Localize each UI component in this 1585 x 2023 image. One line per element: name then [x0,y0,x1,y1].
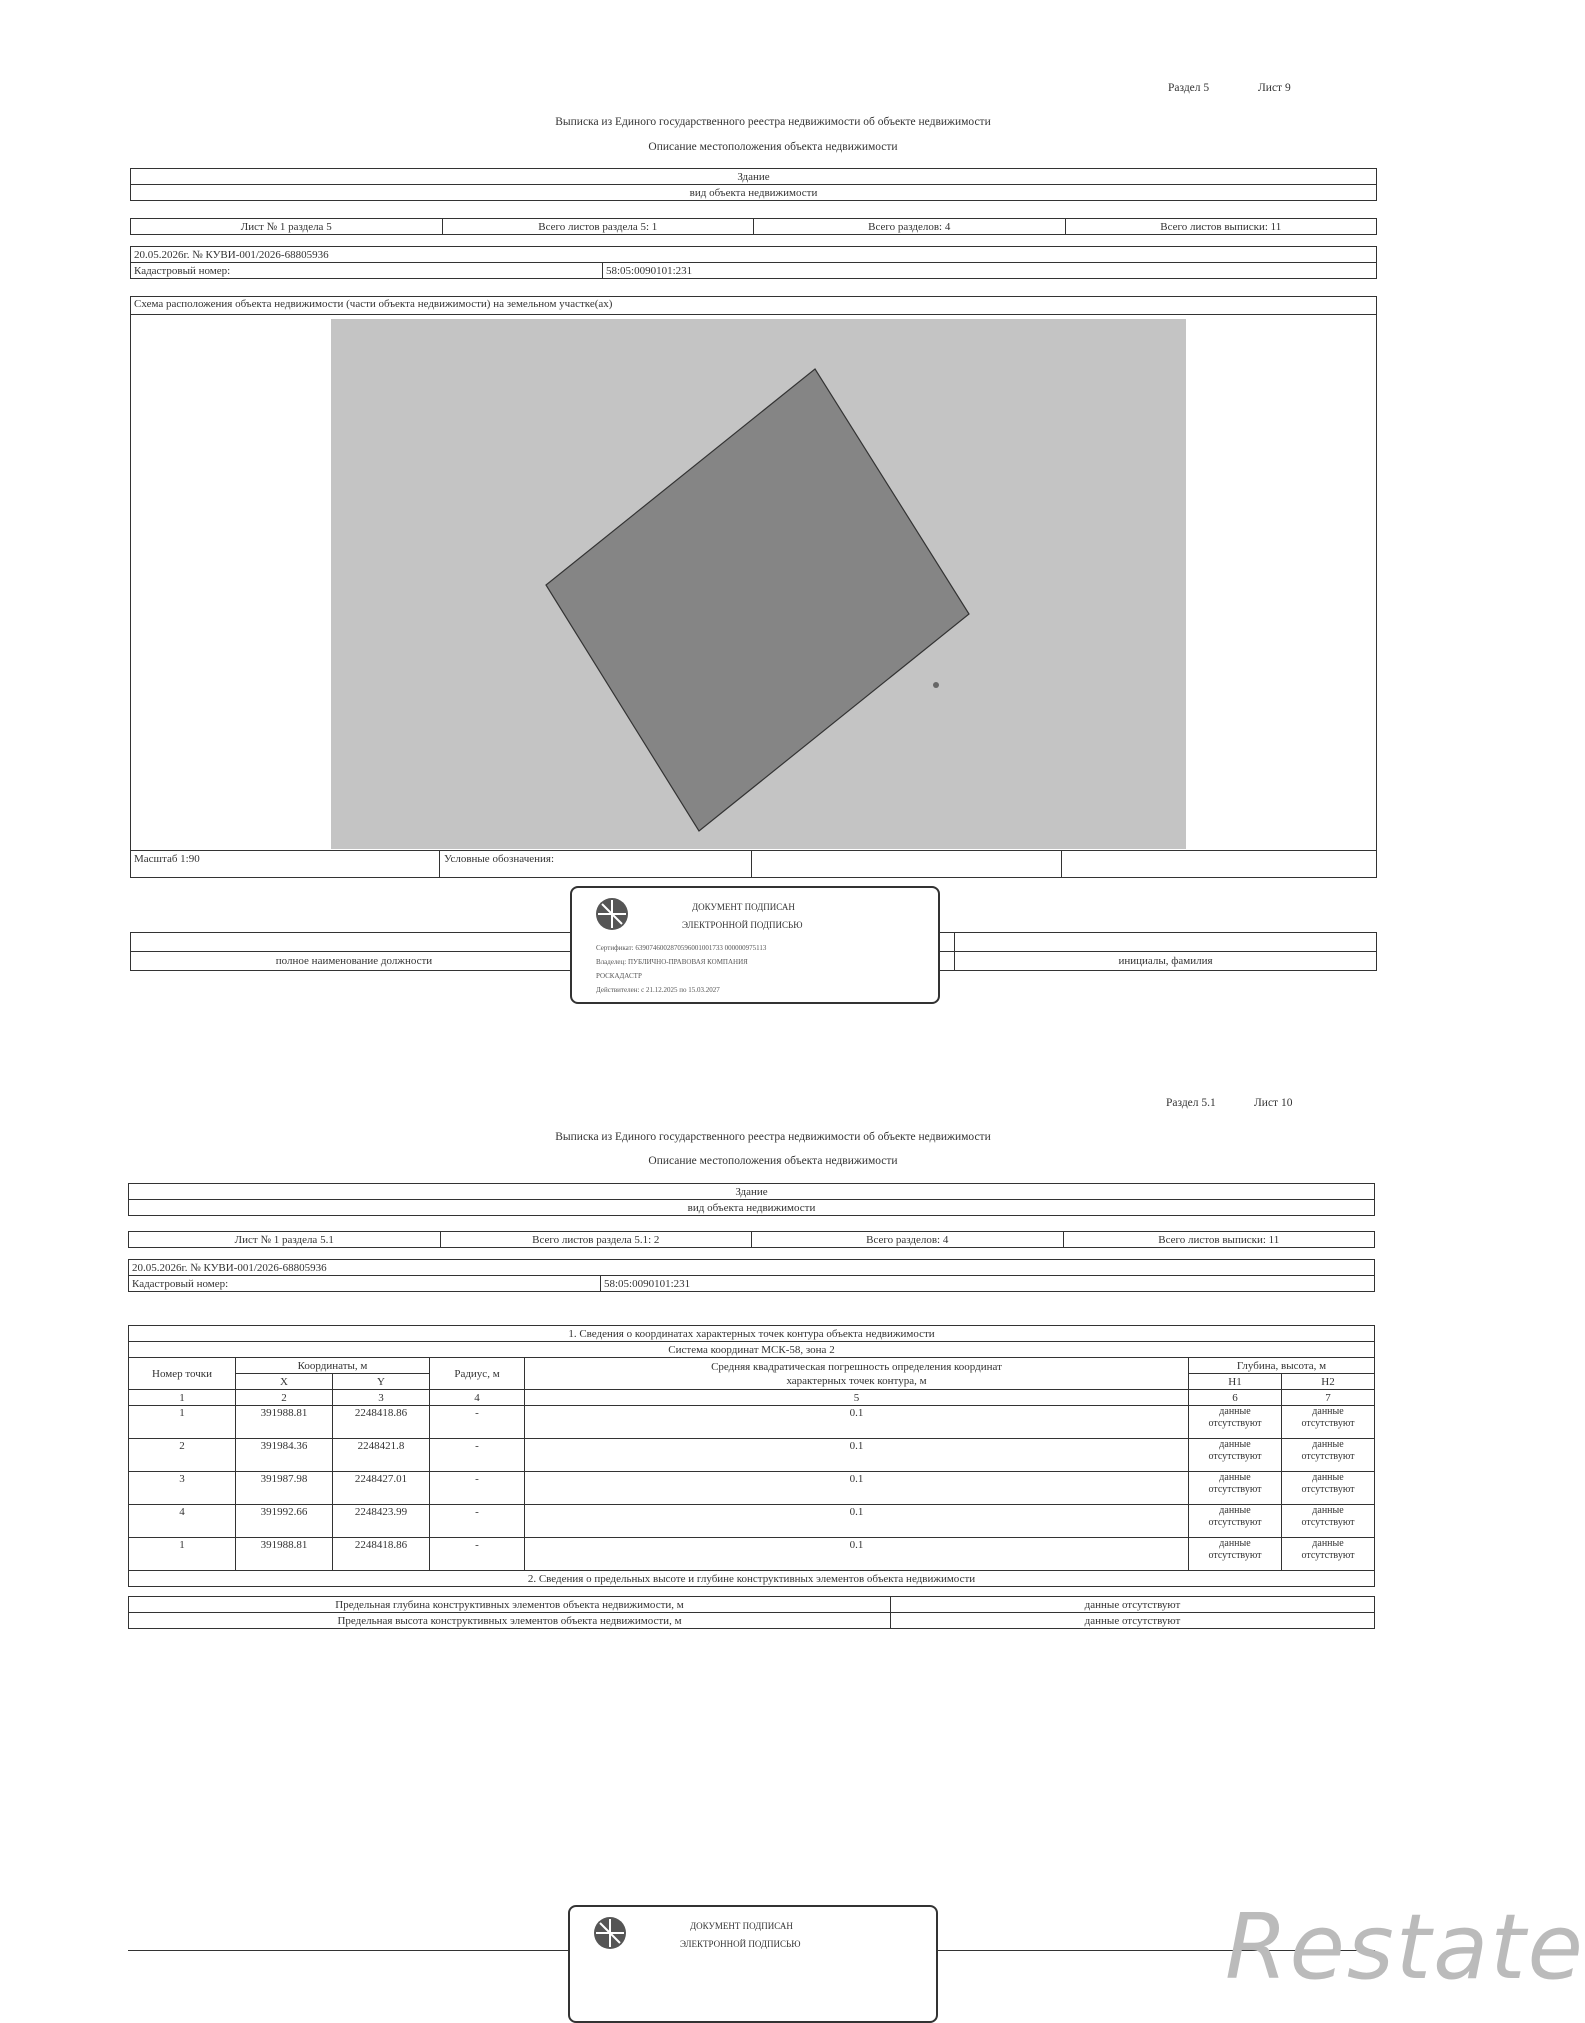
sheet-info-table-2 [128,1231,1375,1248]
emblem-icon [594,896,630,932]
object-type: Здание [131,169,1377,185]
date-number: 20.05.2026г. № КУВИ-001/2026-68805936 [131,247,1377,263]
cell-r: - [430,1538,525,1571]
object-type-table [130,168,1377,201]
cell-h1: данные отсутствуют [1189,1538,1282,1571]
coords-system: Система координат МСК-58, зона 2 [129,1342,1375,1358]
cell-y: 2248418.86 [333,1538,430,1571]
cell-e: 0.1 [525,1505,1189,1538]
col-point: Номер точки [129,1358,236,1390]
cell-h2: данные отсутствуют [1282,1505,1375,1538]
cell-h2: данные отсутствуют [1282,1538,1375,1571]
stamp-line-5: РОСКАДАСТР [596,972,642,980]
cell-y: 2248427.01 [333,1472,430,1505]
limits-table [128,1596,1375,1629]
cell-x: 391988.81 [236,1538,333,1571]
document-subtitle-2: Описание местоположения объекта недвижимости [648,1155,898,1167]
cadastral-label-2: Кадастровый номер: [129,1276,601,1292]
col-h1: H1 [1189,1374,1282,1390]
table-row [129,1439,1375,1472]
name-caption: инициалы, фамилия [955,952,1377,971]
col-num: 5 [525,1390,1189,1406]
cadastral-label: Кадастровый номер: [131,263,603,279]
limit-depth-value: данные отсутствуют [891,1597,1375,1613]
coordinates-table [128,1325,1375,1587]
cadastral-value: 58:05:0090101:231 [603,263,1377,279]
sheets-in-section-2: Всего листов раздела 5.1: 2 [440,1232,752,1248]
cadastral-value-2: 58:05:0090101:231 [601,1276,1375,1292]
sheets-total-2: Всего листов выписки: 11 [1063,1232,1375,1248]
scale-label: Масштаб 1:90 [134,853,200,865]
cell-n: 2 [129,1439,236,1472]
col-depth: Глубина, высота, м [1189,1358,1375,1374]
document-title: Выписка из Единого государственного реестра недвижимости об объекте недвижимости [555,116,991,128]
stamp-line-2: ЭЛЕКТРОННОЙ ПОДПИСЬЮ [682,920,803,930]
col-error: Средняя квадратическая погрешность определения координат характерных точек контура, м [525,1358,1189,1390]
building-contour [331,319,1186,849]
col-radius: Радиус, м [430,1358,525,1390]
coords-title: 1. Сведения о координатах характерных точек контура объекта недвижимости [129,1326,1375,1342]
cell-h1: данные отсутствуют [1189,1505,1282,1538]
cell-n: 1 [129,1538,236,1571]
cadastral-table [130,246,1377,279]
e-signature-stamp-2 [568,1905,938,2023]
cell-e: 0.1 [525,1406,1189,1439]
cell-h1: данные отсутствуют [1189,1439,1282,1472]
col-coords: Координаты, м [236,1358,430,1374]
section-label: Раздел 5 [1168,82,1210,94]
cell-y: 2248418.86 [333,1406,430,1439]
stamp-line-1: ДОКУМЕНТ ПОДПИСАН [692,902,795,912]
sections-total: Всего разделов: 4 [754,219,1066,235]
cell-h2: данные отсутствуют [1282,1472,1375,1505]
cell-x: 391984.36 [236,1439,333,1472]
col-num: 1 [129,1390,236,1406]
col-x: X [236,1374,333,1390]
cell-r: - [430,1472,525,1505]
cell-e: 0.1 [525,1472,1189,1505]
table-row [129,1406,1375,1439]
col-y: Y [333,1374,430,1390]
cadastral-table-2 [128,1259,1375,1292]
col-num: 2 [236,1390,333,1406]
object-type-caption-2: вид объекта недвижимости [129,1200,1375,1216]
cell-h2: данные отсутствуют [1282,1439,1375,1472]
sheet-number: Лист № 1 раздела 5 [131,219,443,235]
cell-e: 0.1 [525,1538,1189,1571]
cell-x: 391988.81 [236,1406,333,1439]
object-type-caption: вид объекта недвижимости [131,185,1377,201]
sheet-label: Лист 9 [1258,82,1291,94]
limits-title: 2. Сведения о предельных высоте и глубине конструктивных элементов объекта недвижимости [129,1571,1375,1587]
cell-e: 0.1 [525,1439,1189,1472]
col-num: 4 [430,1390,525,1406]
cell-x: 391992.66 [236,1505,333,1538]
sections-total-2: Всего разделов: 4 [752,1232,1064,1248]
cell-r: - [430,1406,525,1439]
sheet-label-2: Лист 10 [1254,1097,1293,1109]
table-row [129,1505,1375,1538]
stamp-line-3: Сертификат: 6390746002870596001001733 000000975113 [596,944,767,952]
limit-height-value: данные отсутствуют [891,1613,1375,1629]
limit-depth-label: Предельная глубина конструктивных элементов объекта недвижимости, м [129,1597,891,1613]
cell-h1: данные отсутствуют [1189,1472,1282,1505]
object-type-table-2 [128,1183,1375,1216]
cell-n: 1 [129,1406,236,1439]
cell-r: - [430,1439,525,1472]
cell-n: 4 [129,1505,236,1538]
cell-h1: данные отсутствуют [1189,1406,1282,1439]
col-h2: H2 [1282,1374,1375,1390]
col-num: 7 [1282,1390,1375,1406]
cell-y: 2248423.99 [333,1505,430,1538]
watermark-logo: Restate [1225,1895,1585,2000]
sheet-number-2: Лист № 1 раздела 5.1 [129,1232,441,1248]
scheme-title: Схема расположения объекта недвижимости (части объекта недвижимости) на земельном участке(ах) [134,298,613,310]
cell-r: - [430,1505,525,1538]
stamp-line-4: Владелец: ПУБЛИЧНО-ПРАВОВАЯ КОМПАНИЯ [596,958,748,966]
stamp-line-6: Действителен: с 21.12.2025 по 15.03.2027 [596,986,720,994]
position-caption: полное наименование должности [131,952,578,971]
limit-height-label: Предельная высота конструктивных элементов объекта недвижимости, м [129,1613,891,1629]
sheet-info-table [130,218,1377,235]
col-num: 3 [333,1390,430,1406]
table-row [129,1538,1375,1571]
section-label-2: Раздел 5.1 [1166,1097,1216,1109]
emblem-icon [592,1915,628,1951]
legend-label: Условные обозначения: [444,853,555,865]
document-subtitle: Описание местоположения объекта недвижимости [648,141,898,153]
stamp-line-2: ЭЛЕКТРОННОЙ ПОДПИСЬЮ [680,1939,801,1949]
cell-x: 391987.98 [236,1472,333,1505]
cell-n: 3 [129,1472,236,1505]
site-map [331,319,1186,849]
table-row [129,1472,1375,1505]
cell-h2: данные отсутствуют [1282,1406,1375,1439]
sheets-in-section: Всего листов раздела 5: 1 [442,219,754,235]
cell-y: 2248421.8 [333,1439,430,1472]
object-type-2: Здание [129,1184,1375,1200]
scheme-frame [130,296,1377,878]
document-title-2: Выписка из Единого государственного реестра недвижимости об объекте недвижимости [555,1131,991,1143]
col-num: 6 [1189,1390,1282,1406]
stamp-line-1: ДОКУМЕНТ ПОДПИСАН [690,1921,793,1931]
date-number-2: 20.05.2026г. № КУВИ-001/2026-68805936 [129,1260,1375,1276]
e-signature-stamp [570,886,940,1004]
sheets-total: Всего листов выписки: 11 [1065,219,1377,235]
